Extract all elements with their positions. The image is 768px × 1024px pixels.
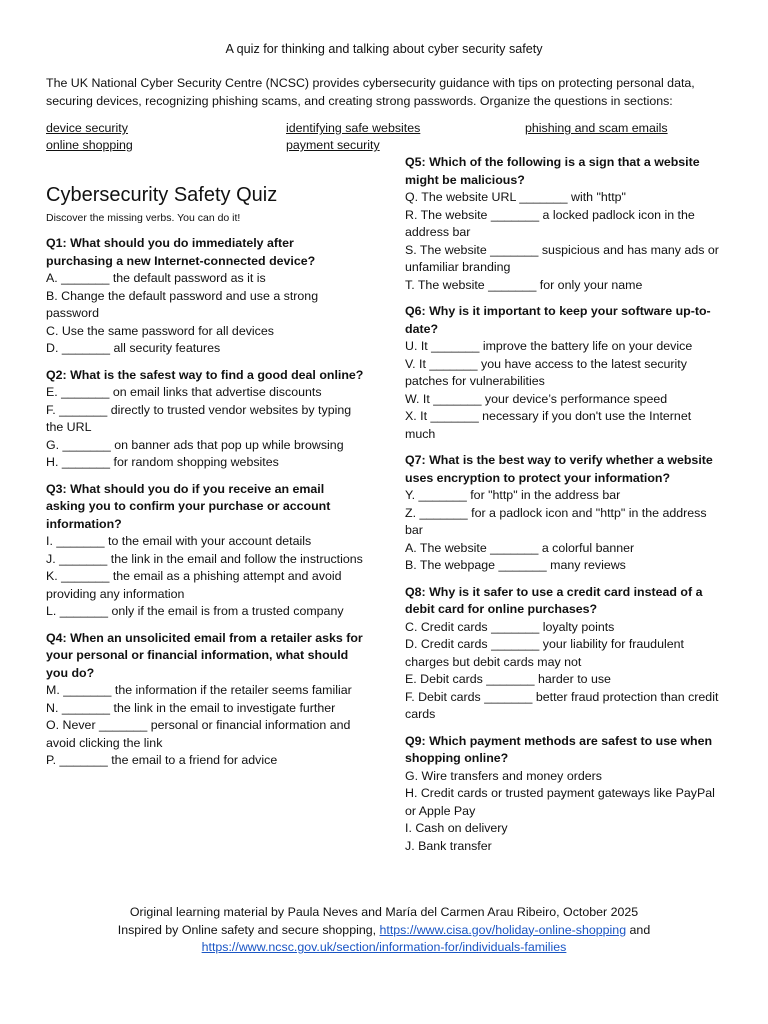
answer-option: G. Wire transfers and money orders	[405, 768, 602, 783]
right-question-column	[405, 154, 723, 864]
question-heading: Q8: Why is it safer to use a credit card instead of a debit card for online purchases?	[405, 584, 703, 616]
answer-option: Z. _______ for a padlock icon and "http" in the address bar	[405, 505, 707, 537]
answer-option: W. It _______ your device’s performance speed	[405, 391, 668, 406]
answer-option: B. Change the default password and use a strong password	[46, 288, 319, 320]
topic-identifying-safe-websites[interactable]: identifying safe websites	[286, 121, 421, 135]
answer-option: A. _______ the default password as it is	[46, 271, 266, 285]
answer-option: H. Credit cards or trusted payment gateways like PayPal or Apple Pay	[405, 786, 715, 818]
topic-device-security[interactable]: device security	[46, 121, 128, 135]
answer-option: H. _______ for random shopping websites	[46, 455, 279, 469]
answer-option: S. The website _______ suspicious and has many ads or unfamiliar branding	[405, 242, 719, 274]
footer-and: and	[626, 922, 651, 937]
footer	[0, 904, 768, 957]
left-question-column	[46, 235, 364, 779]
answer-option: R. The website _______ a locked padlock icon in the address bar	[405, 207, 695, 239]
question-block	[46, 481, 364, 621]
ncsc-link[interactable]: https://www.ncsc.gov.uk/section/information-for/individuals-families	[201, 940, 567, 954]
answer-option: M. _______ the information if the retailer seems familiar	[46, 683, 352, 697]
question-block	[46, 235, 364, 358]
answer-option: G. _______ on banner ads that pop up while browsing	[46, 437, 344, 452]
answer-option: F. _______ directly to trusted vendor websites by typing the URL	[46, 402, 352, 434]
answer-option: B. The webpage _______ many reviews	[405, 558, 626, 572]
footer-inspired-text: Inspired by Online safety and secure shopping,	[117, 922, 380, 937]
question-heading: Q3: What should you do if you receive an email asking you to confirm your purchase or account information?	[46, 481, 331, 531]
answer-option: L. _______ only if the email is from a trusted company	[46, 604, 344, 618]
footer-link2-line	[0, 939, 768, 957]
footer-credit: Original learning material by Paula Neves and María del Carmen Arau Ribeiro, October 2025	[129, 905, 639, 919]
cisa-link[interactable]: https://www.cisa.gov/holiday-online-shopping	[379, 922, 627, 937]
answer-option: V. It _______ you have access to the latest security patches for vulnerabilities	[405, 356, 687, 388]
question-block	[405, 154, 723, 294]
topic-online-shopping[interactable]: online shopping	[46, 138, 133, 152]
question-block	[405, 452, 723, 575]
answer-option: D. Credit cards _______ your liability for fraudulent charges but debit cards may not	[405, 637, 684, 669]
answer-option: F. Debit cards _______ better fraud protection than credit cards	[405, 689, 719, 721]
answer-option: C. Use the same password for all devices	[46, 323, 274, 338]
quiz-subtitle: Discover the missing verbs. You can do it!	[46, 212, 241, 224]
intro-paragraph: The UK National Cyber Security Centre (NCSC) provides cybersecurity guidance with tips on protecting personal data, securing devices, recognizing phishing scams, and creating strong passwords. Organize the questions in sections:	[46, 76, 695, 108]
answer-option: D. _______ all security features	[46, 341, 221, 355]
topic-phishing-emails[interactable]: phishing and scam emails	[525, 121, 668, 135]
question-block	[405, 584, 723, 724]
question-heading: Q7: What is the best way to verify whether a website uses encryption to protect your information?	[405, 453, 713, 485]
answer-option: Q. The website URL _______ with "http"	[405, 190, 626, 204]
answer-option: N. _______ the link in the email to investigate further	[46, 700, 336, 715]
question-heading: Q4: When an unsolicited email from a retailer asks for your personal or financial information, what should you do?	[46, 630, 363, 680]
question-block	[405, 303, 723, 443]
answer-option: J. _______ the link in the email and follow the instructions	[46, 551, 363, 566]
answer-option: X. It _______ necessary if you don't use the Internet much	[405, 409, 692, 441]
quiz-title: Cybersecurity Safety Quiz	[46, 184, 278, 206]
answer-option: P. _______ the email to a friend for advice	[46, 753, 278, 767]
answer-option: T. The website _______ for only your name	[405, 277, 643, 292]
question-heading: Q5: Which of the following is a sign that a website might be malicious?	[405, 155, 700, 187]
question-heading: Q9: Which payment methods are safest to use when shopping online?	[405, 733, 713, 765]
answer-option: Y. _______ for "http" in the address bar	[405, 488, 621, 502]
answer-option: C. Credit cards _______ loyalty points	[405, 619, 615, 634]
answer-option: A. The website _______ a colorful banner	[405, 540, 635, 555]
question-heading: Q6: Why is it important to keep your software up-to-date?	[405, 304, 711, 336]
answer-option: U. It _______ improve the battery life on your device	[405, 339, 693, 353]
answer-option: O. Never _______ personal or financial information and avoid clicking the link	[46, 718, 351, 750]
topic-payment-security[interactable]: payment security	[286, 138, 380, 152]
question-heading: Q2: What is the safest way to find a good deal online?	[46, 367, 364, 382]
page-title: A quiz for thinking and talking about cyber security safety	[225, 42, 543, 56]
answer-option: J. Bank transfer	[405, 838, 492, 853]
answer-option: E. _______ on email links that advertise discounts	[46, 385, 322, 399]
answer-option: I. Cash on delivery	[405, 821, 508, 835]
answer-option: K. _______ the email as a phishing attempt and avoid providing any information	[46, 569, 342, 601]
question-heading: Q1: What should you do immediately after purchasing a new Internet-connected device?	[46, 236, 316, 268]
footer-inspired	[0, 922, 768, 940]
question-block	[46, 367, 364, 472]
answer-option: I. _______ to the email with your account details	[46, 534, 312, 548]
question-block	[405, 733, 723, 856]
answer-option: E. Debit cards _______ harder to use	[405, 672, 611, 686]
question-block	[46, 630, 364, 770]
